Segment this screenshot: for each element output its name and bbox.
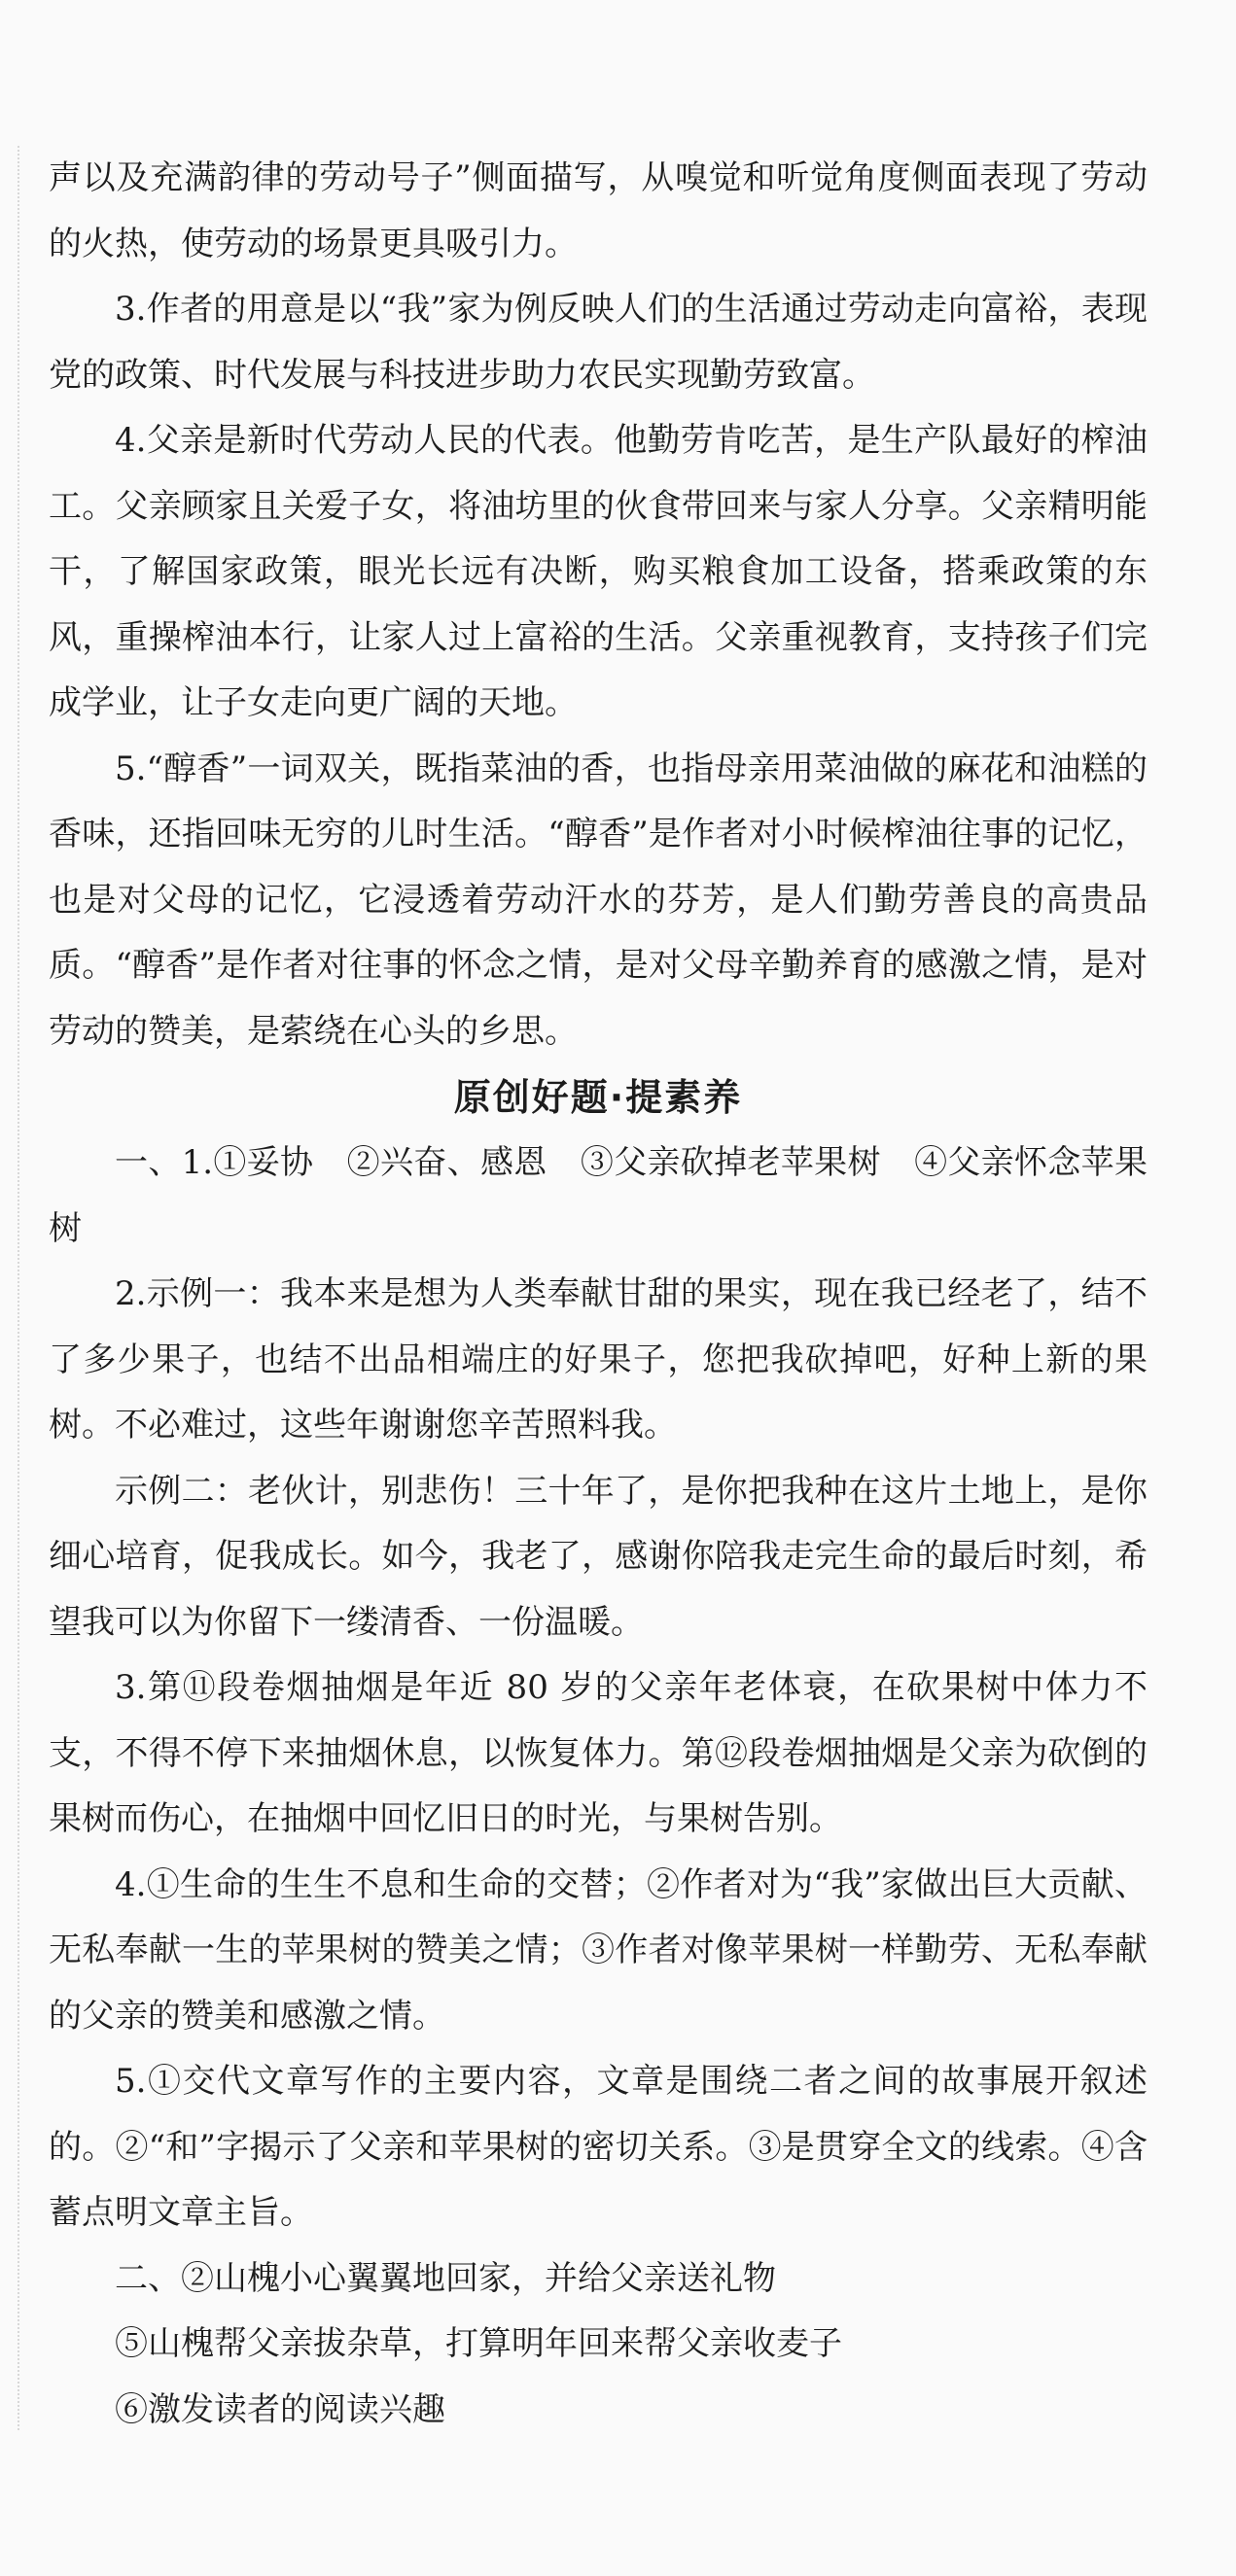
paragraph-section1-q4: 4.①生命的生生不息和生命的交替；②作者对为“我”家做出巨大贡献、无私奉献一生的苹果树的赞美之情；③作者对像苹果树一样勤劳、无私奉献的父亲的赞美和感激之情。	[49, 1864, 1148, 2036]
paragraph-section1-q2-example2: 示例二：老伙计，别悲伤！三十年了，是你把我种在这片土地上，是你细心培育，促我成长。如今，我老了，感谢你陪我走完生命的最后时刻，希望我可以为你留下一缕清香、一份温暖。	[49, 1471, 1148, 1642]
paragraph-section1-q2-example1: 2.示例一：我本来是想为人类奉献甘甜的果实，现在我已经老了，结不了多少果子，也结不出品相端庄的好果子，您把我砍掉吧，好种上新的果树。不必难过，这些年谢谢您辛苦照料我。	[49, 1274, 1148, 1445]
paragraph-section2-item5: ⑤山槐帮父亲拔杂草，打算明年回来帮父亲收麦子	[115, 2324, 842, 2363]
paragraph-section2-item6: ⑥激发读者的阅读兴趣	[115, 2389, 445, 2429]
paragraph-continuation: 声以及充满韵律的劳动号子”侧面描写，从嗅觉和听觉角度侧面表现了劳动的火热，使劳动的场景更具吸引力。	[49, 158, 1148, 263]
paragraph-answer-5: 5.“醇香”一词双关，既指菜油的香，也指母亲用菜油做的麻花和油糕的香味，还指回味无穷的儿时生活。“醇香”是作者对小时候榨油往事的记忆，也是对父母的记忆，它浸透着劳动汗水的芬芳，是人们勤劳善良的高贵品质。“醇香”是作者对往事的怀念之情，是对父母辛勤养育的感激之情，是对劳动的赞美，是萦绕在心头的乡思。	[49, 748, 1148, 1051]
paragraph-answer-3: 3.作者的用意是以“我”家为例反映人们的生活通过劳动走向富裕，表现党的政策、时代发展与科技进步助力农民实现勤劳致富。	[49, 290, 1148, 395]
paragraph-section1-q1: 一、1.①妥协 ②兴奋、感恩 ③父亲砍掉老苹果树 ④父亲怀念苹果树	[49, 1143, 1148, 1248]
answer-text-column	[49, 146, 1148, 2443]
paragraph-section1-q5: 5.①交代文章写作的主要内容，文章是围绕二者之间的故事展开叙述的。②“和”字揭示了父亲和苹果树的密切关系。③是贯穿全文的线索。④含蓄点明文章主旨。	[49, 2062, 1148, 2232]
paragraph-answer-4: 4.父亲是新时代劳动人民的代表。他勤劳肯吃苦，是生产队最好的榨油工。父亲顾家且关爱子女，将油坊里的伙食带回来与家人分享。父亲精明能干，了解国家政策，眼光长远有决断，购买粮食加工设备，搭乘政策的东风，重操榨油本行，让家人过上富裕的生活。父亲重视教育，支持孩子们完成学业，让子女走向更广阔的天地。	[49, 421, 1148, 722]
paragraph-section1-q3: 3.第⑪段卷烟抽烟是年近 80 岁的父亲年老体衰，在砍果树中体力不支，不得不停下来抽烟休息，以恢复体力。第⑫段卷烟抽烟是父亲为砍倒的果树而伤心，在抽烟中回忆旧日的时光，与果树告别。	[49, 1668, 1148, 1838]
binding-margin-line	[18, 146, 19, 2430]
section-heading: 原创好题·提素养	[453, 1076, 743, 1119]
paragraph-section2-item2: 二、②山槐小心翼翼地回家，并给父亲送礼物	[115, 2258, 776, 2298]
